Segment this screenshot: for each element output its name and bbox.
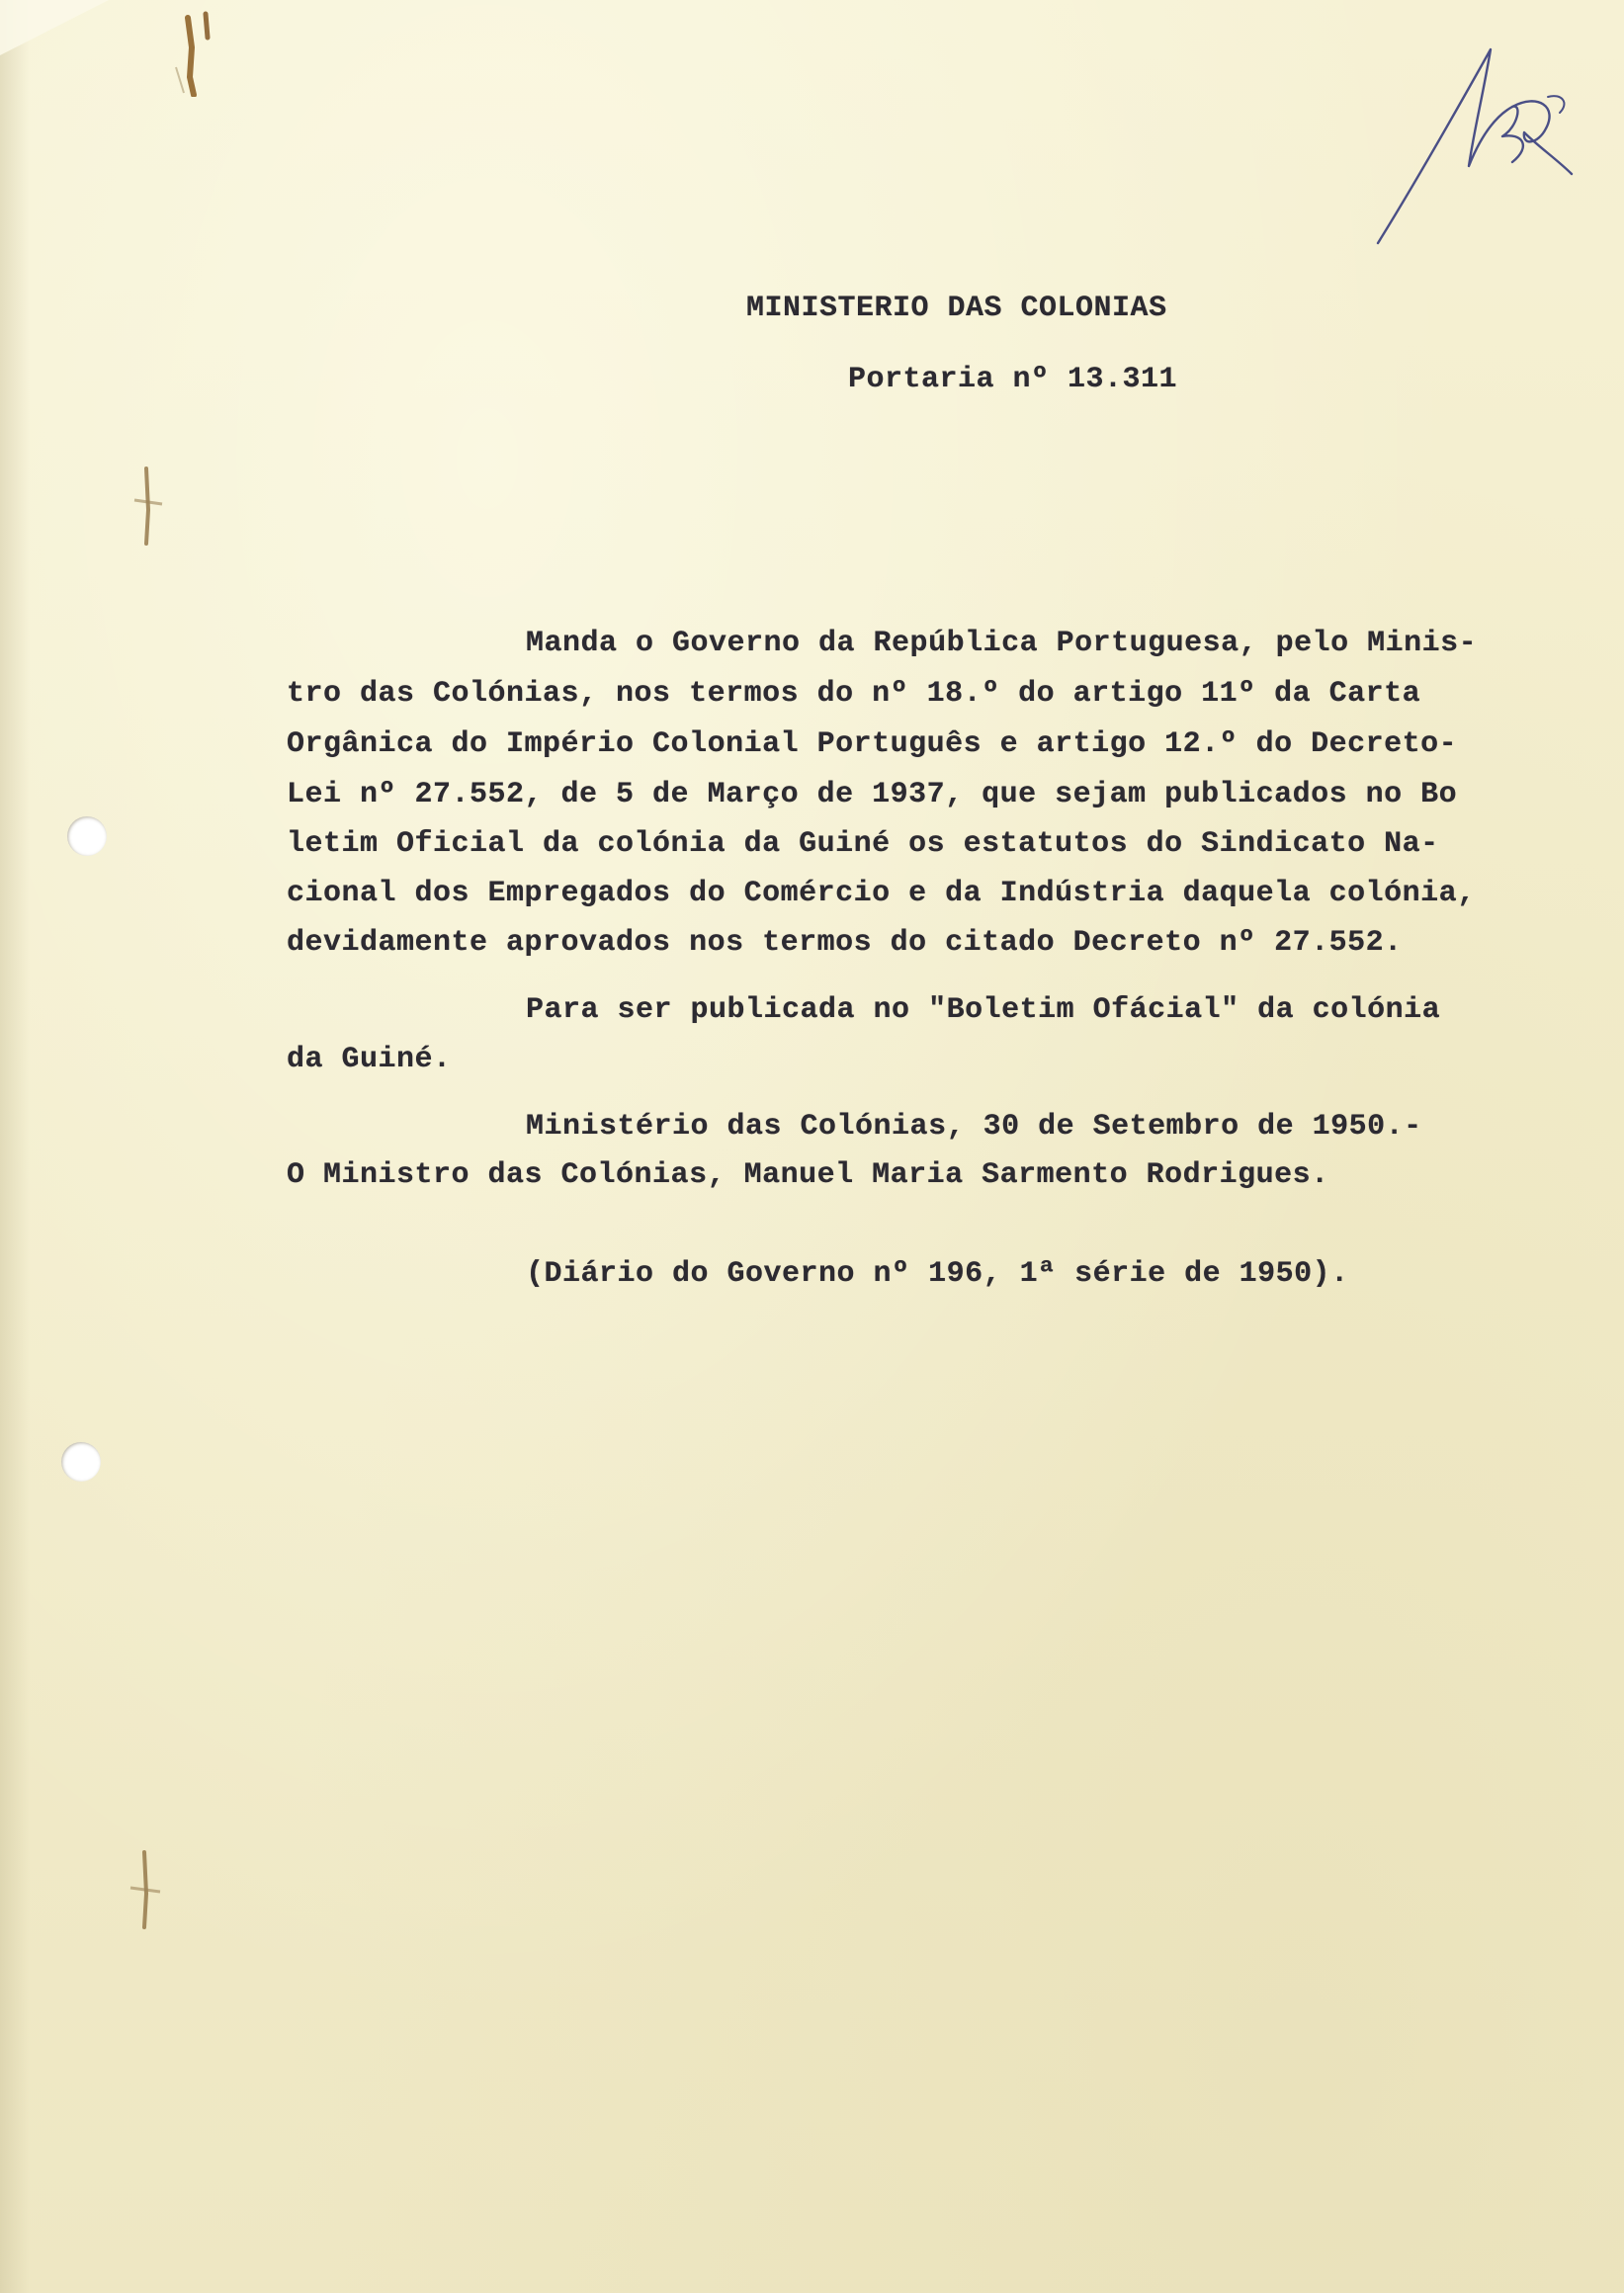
paragraph-line: Orgânica do Império Colonial Português e artigo 12.º do Decreto- bbox=[287, 727, 1458, 761]
staple-rust-mark-top bbox=[170, 8, 215, 97]
paragraph-line: Lei nº 27.552, de 5 de Março de 1937, que sejam publicados no Bo bbox=[287, 778, 1458, 811]
paragraph-line: Para ser publicada no "Boletim Ofácial" da colónia bbox=[526, 993, 1441, 1027]
date-line: Ministério das Colónias, 30 de Setembro de 1950.- bbox=[526, 1110, 1422, 1144]
portaria-number: Portaria nº 13.311 bbox=[848, 363, 1178, 396]
punch-hole-top bbox=[67, 816, 107, 856]
folded-corner bbox=[0, 0, 109, 55]
staple-rust-mark-bottom bbox=[123, 1846, 168, 1935]
punch-hole-bottom bbox=[61, 1442, 101, 1482]
page-edge-shadow bbox=[0, 0, 30, 2293]
paragraph-line: da Guiné. bbox=[287, 1043, 452, 1076]
paragraph-line: Manda o Governo da República Portuguesa, pelo Minis- bbox=[526, 627, 1478, 660]
citation-line: (Diário do Governo nº 196, 1ª série de 1950). bbox=[526, 1257, 1349, 1291]
staple-rust-mark-middle bbox=[127, 461, 172, 550]
ministry-heading: MINISTERIO DAS COLONIAS bbox=[746, 292, 1167, 325]
minister-signature-line: O Ministro das Colónias, Manuel Maria Sarmento Rodrigues. bbox=[287, 1158, 1329, 1192]
paragraph-line: devidamente aprovados nos termos do citado Decreto nº 27.552. bbox=[287, 926, 1403, 960]
paragraph-line: letim Oficial da colónia da Guiné os estatutos do Sindicato Na- bbox=[287, 827, 1439, 861]
handwritten-signature bbox=[1364, 38, 1591, 255]
paragraph-line: tro das Colónias, nos termos do nº 18.º do artigo 11º da Carta bbox=[287, 677, 1421, 711]
paragraph-line: cional dos Empregados do Comércio e da Indústria daquela colónia, bbox=[287, 877, 1476, 910]
